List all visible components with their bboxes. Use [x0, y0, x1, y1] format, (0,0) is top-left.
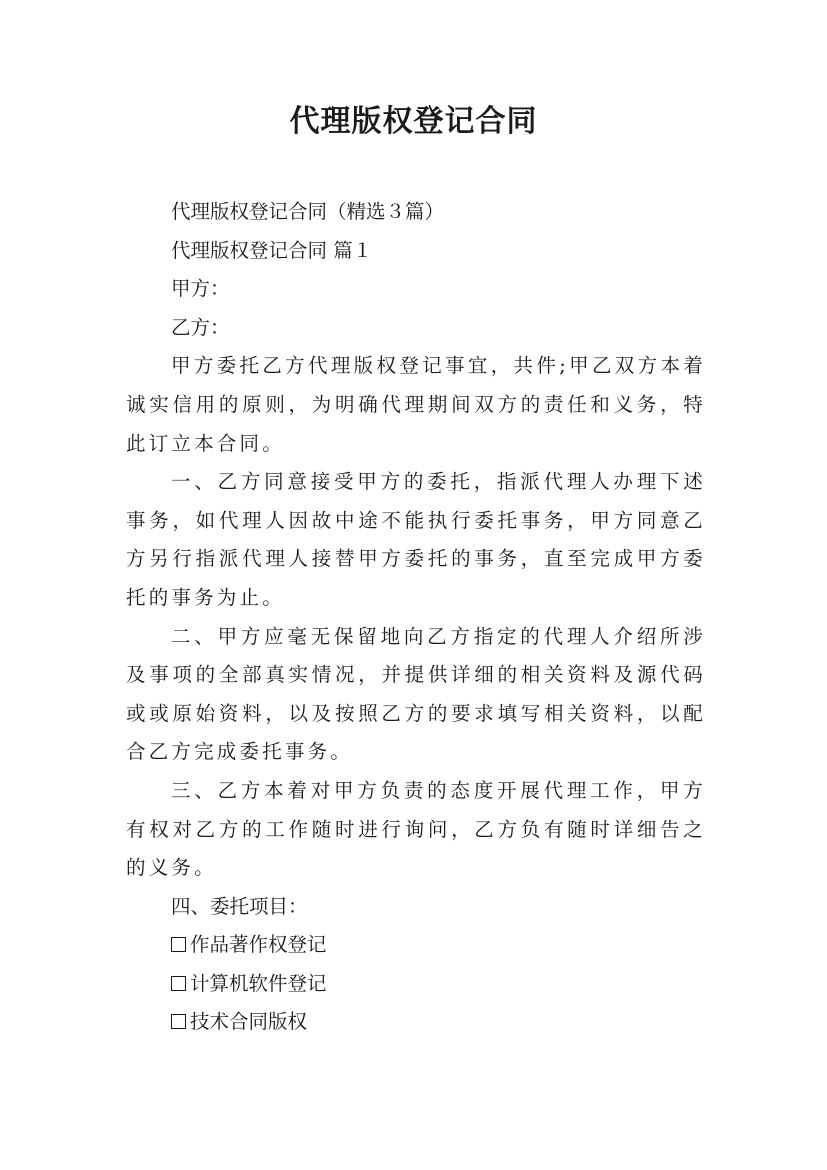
checkbox-icon[interactable]: [171, 1014, 186, 1029]
party-a-label: 甲方：: [171, 277, 230, 301]
document-body: [126, 193, 706, 1042]
checklist-item-label: 计算机软件登记: [190, 971, 327, 995]
paragraph-clause-1: 一、乙方同意接受甲方的委托，指派代理人办理下述事务，如代理人因故中途不能执行委托事务，甲方同意乙方另行指派代理人接替甲方委托的事务，直至完成甲方委托的事务为止。: [126, 470, 706, 609]
checkbox-icon[interactable]: [171, 976, 186, 991]
document-title: 代理版权登记合同: [289, 104, 538, 139]
checkbox-icon[interactable]: [171, 937, 186, 952]
document-subtitle: 代理版权登记合同（精选３篇）: [171, 200, 445, 223]
paragraph-clause-2: 二、甲方应毫无保留地向乙方指定的代理人介绍所涉及事项的全部真实情况，并提供详细的相关资料及源代码或或原始资料，以及按照乙方的要求填写相关资料，以配合乙方完成委托事务。: [126, 624, 706, 764]
checklist-item-copyright[interactable]: [126, 926, 706, 965]
checklist-item-label: 作品著作权登记: [190, 933, 327, 957]
paragraph-intro: 甲方委托乙方代理版权登记事宜，共件;甲乙双方本着诚实信用的原则，为明确代理期间双方的责任和义务，特此订立本合同。: [126, 354, 706, 455]
paragraph-clause-3: 三、乙方本着对甲方负责的态度开展代理工作，甲方有权对乙方的工作随时进行询问，乙方负有随时详细告之的义务。: [126, 778, 706, 880]
checklist-item-label: 技术合同版权: [190, 1010, 308, 1034]
checklist-item-software[interactable]: [126, 965, 706, 1004]
items-heading: 四、委托项目：: [171, 894, 308, 918]
checklist-item-tech-contract[interactable]: [126, 1003, 706, 1042]
section-heading: 代理版权登记合同 篇１: [171, 238, 373, 262]
party-b-label: 乙方：: [171, 315, 230, 339]
